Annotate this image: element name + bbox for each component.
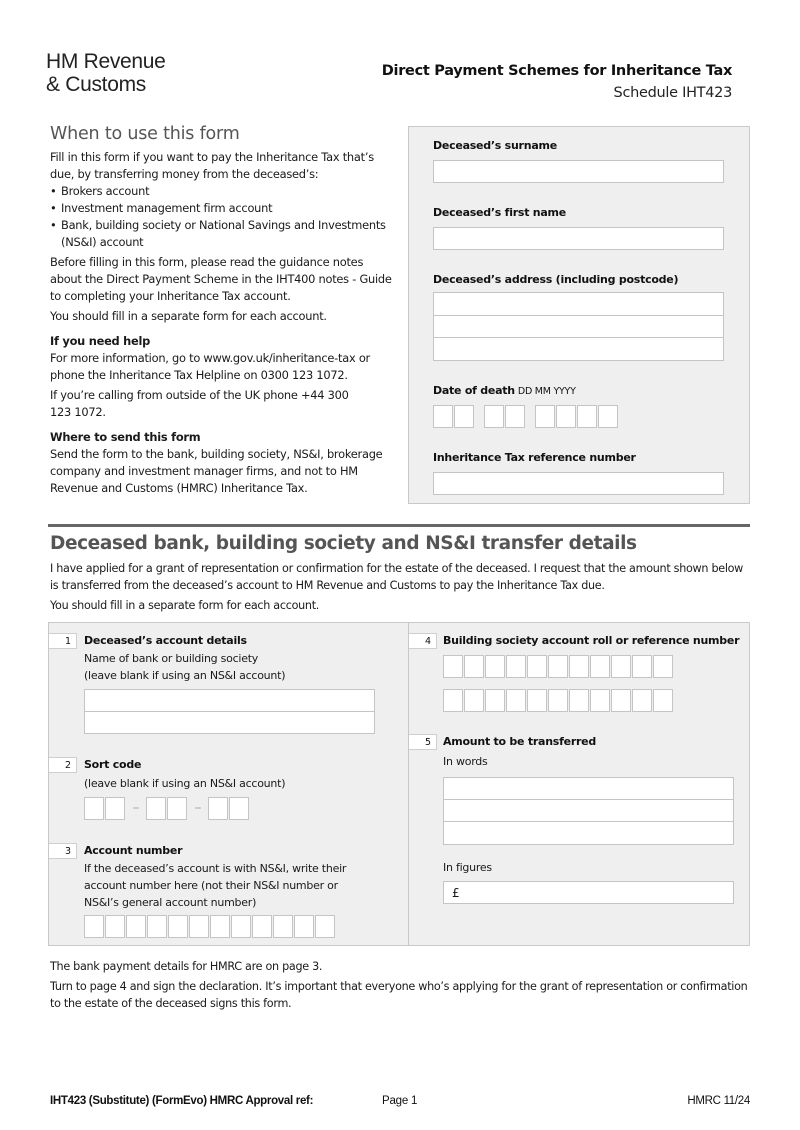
sort-code-separator: – [132,800,140,816]
q3-line-3: NS&I’s general account number) [84,896,257,909]
sort-code-digit-4[interactable] [167,797,187,820]
bank-name-line-2-input[interactable] [85,712,374,734]
roll-number-digit[interactable] [443,689,463,712]
account-number-digit[interactable] [189,915,209,938]
footer-form-ref: IHT423 (Substitute) (FormEvo) HMRC Approval ref: [50,1095,314,1107]
dod-year-digit-2[interactable] [556,405,576,428]
help-text-international: If you’re calling from outside of the UK phone +44 300 123 1072. [50,388,349,419]
account-number-digit[interactable] [294,915,314,938]
section-title: Deceased bank, building society and NS&I transfer details [50,533,637,554]
account-type-list [50,183,395,251]
q1-line-2: (leave blank if using an NS&I account) [84,669,286,682]
q4-title: Building society account roll or reference number [443,634,740,647]
roll-number-digit[interactable] [464,689,484,712]
roll-number-digit[interactable] [569,655,589,678]
roll-number-digit[interactable] [653,655,673,678]
amount-in-figures-input[interactable] [443,881,734,904]
date-format-hint: DD MM YYYY [517,386,576,397]
roll-number-digit[interactable] [590,689,610,712]
list-item: • Bank, building society or National Savings and Investments (NS&I) account [50,217,395,251]
logo-line-2: & Customs [46,73,146,96]
dod-year-digit-3[interactable] [577,405,597,428]
intro-para-3: You should fill in a separate form for each account. [50,309,327,323]
section-intro-text-1: I have applied for a grant of representation or confirmation for the estate of the deceased. I request that the amount shown below is transferred from the deceased’s account to HM Revenue and Customs to pay the Inheritance Tax due. [50,562,744,592]
account-number-digit[interactable] [273,915,293,938]
closing-text-1: The bank payment details for HMRC are on page 3. [50,960,323,973]
q2-title: Sort code [84,758,142,771]
intro-heading: When to use this form [50,124,240,144]
account-number-digit[interactable] [252,915,272,938]
list-item: • Investment management firm account [50,200,395,217]
address-line-2-input[interactable] [434,316,723,338]
iht-reference-label: Inheritance Tax reference number [433,451,636,464]
q1-line-1: Name of bank or building society [84,652,259,665]
surname-label: Deceased’s surname [433,139,557,152]
first-name-input[interactable] [433,227,724,250]
q5-title: Amount to be transferred [443,735,597,748]
q1-title: Deceased’s account details [84,634,247,647]
account-number-digit[interactable] [105,915,125,938]
amount-words-line-3-input[interactable] [444,822,733,844]
sort-code-digit-3[interactable] [146,797,166,820]
dod-year-digit-1[interactable] [535,405,555,428]
in-words-label: In words [443,755,488,768]
account-number-digit[interactable] [315,915,335,938]
account-number-digit[interactable] [147,915,167,938]
q3-line-1: If the deceased’s account is with NS&I, write their [84,862,347,875]
iht-reference-input[interactable] [433,472,724,495]
footer-page-number: Page 1 [382,1095,418,1107]
column-divider [408,622,409,946]
help-heading: If you need help [50,334,151,348]
roll-number-digit[interactable] [611,689,631,712]
document-subtitle: Schedule IHT423 [613,85,732,101]
date-of-death-label [433,384,576,397]
sort-code-digit-1[interactable] [84,797,104,820]
roll-number-digit[interactable] [527,689,547,712]
address-line-1-input[interactable] [434,293,723,316]
dod-day-digit-1[interactable] [433,405,453,428]
sort-code-input [84,797,250,820]
q3-title: Account number [84,844,183,857]
send-text: Send the form to the bank, building society, NS&I, brokerage company and investment manager firms, and not to HM Revenue and Customs (HMRC) Inheritance Tax. [50,447,383,495]
account-number-digit[interactable] [210,915,230,938]
send-heading: Where to send this form [50,430,201,444]
section-intro [50,560,750,617]
dod-year-digit-4[interactable] [598,405,618,428]
pound-sign: £ [452,886,460,900]
section-divider [48,524,750,527]
dod-month-digit-2[interactable] [505,405,525,428]
question-number-4: 4 [409,633,437,649]
question-number-3: 3 [49,843,77,859]
sort-code-digit-2[interactable] [105,797,125,820]
roll-number-digit[interactable] [464,655,484,678]
in-figures-label: In figures [443,861,492,874]
sort-code-digit-6[interactable] [229,797,249,820]
dod-day-digit-2[interactable] [454,405,474,428]
roll-number-digit[interactable] [506,655,526,678]
hmrc-logo [46,50,166,96]
intro-para-1: Fill in this form if you want to pay the Inheritance Tax that’s due, by transferring money from the deceased’s: [50,150,374,181]
account-number-input [84,915,336,938]
roll-number-digit[interactable] [611,655,631,678]
sort-code-digit-5[interactable] [208,797,228,820]
roll-number-digit[interactable] [569,689,589,712]
document-title-block [382,61,732,104]
roll-number-digit[interactable] [632,655,652,678]
roll-number-input-row-2 [443,689,674,712]
logo-line-1: HM Revenue [46,50,166,73]
roll-number-digit[interactable] [548,689,568,712]
closing-notes [50,958,750,1015]
amount-words-line-2-input[interactable] [444,800,733,822]
roll-number-digit[interactable] [506,689,526,712]
q3-line-2: account number here (not their NS&I number or [84,879,338,892]
first-name-label: Deceased’s first name [433,206,566,219]
question-number-2: 2 [49,757,77,773]
list-item: • Brokers account [50,183,395,200]
account-number-digit[interactable] [168,915,188,938]
date-of-death-input [433,405,619,428]
bank-name-line-1-input[interactable] [85,690,374,712]
section-intro-text-2: You should fill in a separate form for each account. [50,599,320,612]
intro-para-2: Before filling in this form, please read the guidance notes about the Direct Payment Scheme in the IHT400 notes - Guide to completing your Inheritance Tax account. [50,255,392,303]
roll-number-digit[interactable] [485,655,505,678]
address-label: Deceased’s address (including postcode) [433,273,679,286]
address-input [433,292,724,361]
account-number-digit[interactable] [231,915,251,938]
amount-in-words-input [443,777,734,845]
roll-number-digit[interactable] [653,689,673,712]
closing-text-2: Turn to page 4 and sign the declaration. It’s important that everyone who’s applying for the grant of representation or confirmation to the estate of the deceased signs this form. [50,980,748,1010]
roll-number-digit[interactable] [590,655,610,678]
roll-number-input-row-1 [443,655,674,678]
address-line-3-input[interactable] [434,338,723,360]
document-title: Direct Payment Schemes for Inheritance Tax [381,63,732,79]
roll-number-digit[interactable] [548,655,568,678]
account-number-digit[interactable] [84,915,104,938]
sort-code-separator: – [194,800,202,816]
roll-number-digit[interactable] [632,689,652,712]
question-number-5: 5 [409,734,437,750]
footer-version: HMRC 11/24 [687,1095,750,1107]
question-number-1: 1 [49,633,77,649]
surname-input[interactable] [433,160,724,183]
help-text: For more information, go to www.gov.uk/inheritance-tax or phone the Inheritance Tax Helpline on 0300 123 1072. [50,351,370,382]
bank-name-input [84,689,375,734]
intro-section [50,122,395,500]
roll-number-digit[interactable] [443,655,463,678]
roll-number-digit[interactable] [485,689,505,712]
account-number-digit[interactable] [126,915,146,938]
dod-month-digit-1[interactable] [484,405,504,428]
q2-line-1: (leave blank if using an NS&I account) [84,777,286,790]
roll-number-digit[interactable] [527,655,547,678]
amount-words-line-1-input[interactable] [444,778,733,800]
date-of-death-label-text: Date of death [433,384,515,397]
